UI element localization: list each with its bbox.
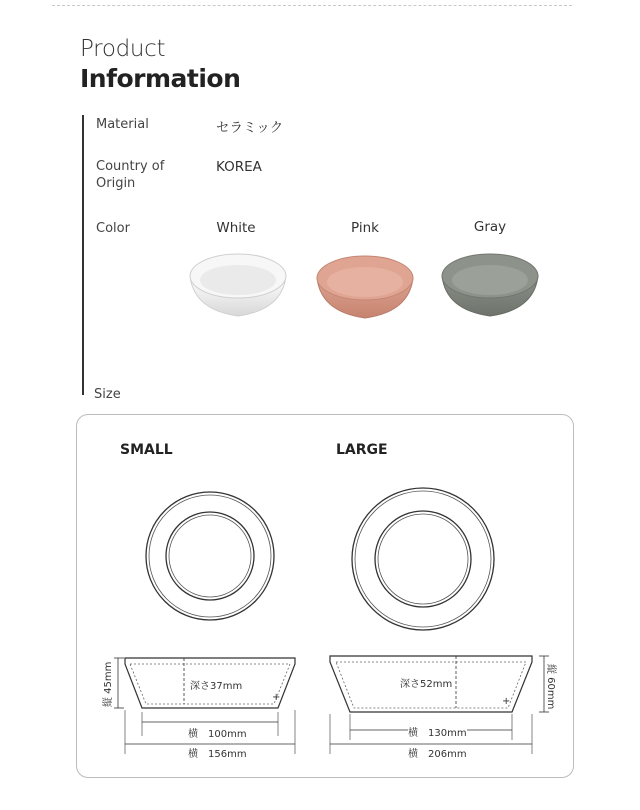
small-size-title: SMALL xyxy=(120,442,173,458)
title-information: Information xyxy=(80,64,241,93)
size-label: Size xyxy=(94,387,121,402)
origin-label-line1: Country of xyxy=(96,159,165,174)
large-size-title: LARGE xyxy=(336,442,388,458)
large-bowl-top-view xyxy=(348,486,498,636)
origin-value: KOREA xyxy=(216,159,262,175)
top-divider xyxy=(52,5,572,6)
large-depth-label: 深さ52mm xyxy=(400,675,452,690)
small-bottom-width-label: 横 100mm xyxy=(188,725,247,740)
small-depth-label: 深さ37mm xyxy=(190,677,242,692)
color-label: Color xyxy=(96,221,130,236)
large-bottom-width-label: 横 130mm xyxy=(408,724,467,739)
material-value: セラミック xyxy=(216,120,284,136)
small-height-label: 縦 45mm xyxy=(103,661,114,707)
material-label: Material xyxy=(96,117,149,132)
color-pink-label: Pink xyxy=(351,220,379,236)
svg-text:+: + xyxy=(272,692,281,703)
bowl-white-image xyxy=(186,248,290,322)
small-top-width-label: 横 156mm xyxy=(188,749,247,760)
color-gray-label: Gray xyxy=(473,219,507,235)
spec-vertical-line xyxy=(82,115,84,395)
origin-label-line2: Origin xyxy=(96,176,136,191)
svg-text:+: + xyxy=(502,696,511,707)
bowl-pink-image xyxy=(313,250,417,324)
large-top-width-label: 横 206mm xyxy=(408,749,467,760)
title-product: Product xyxy=(80,36,166,62)
large-height-label: 縦 60mm xyxy=(545,664,556,710)
small-bowl-top-view xyxy=(140,486,280,626)
color-white-label: White xyxy=(216,220,256,236)
bowl-gray-image xyxy=(438,248,542,322)
origin-label xyxy=(96,158,164,192)
